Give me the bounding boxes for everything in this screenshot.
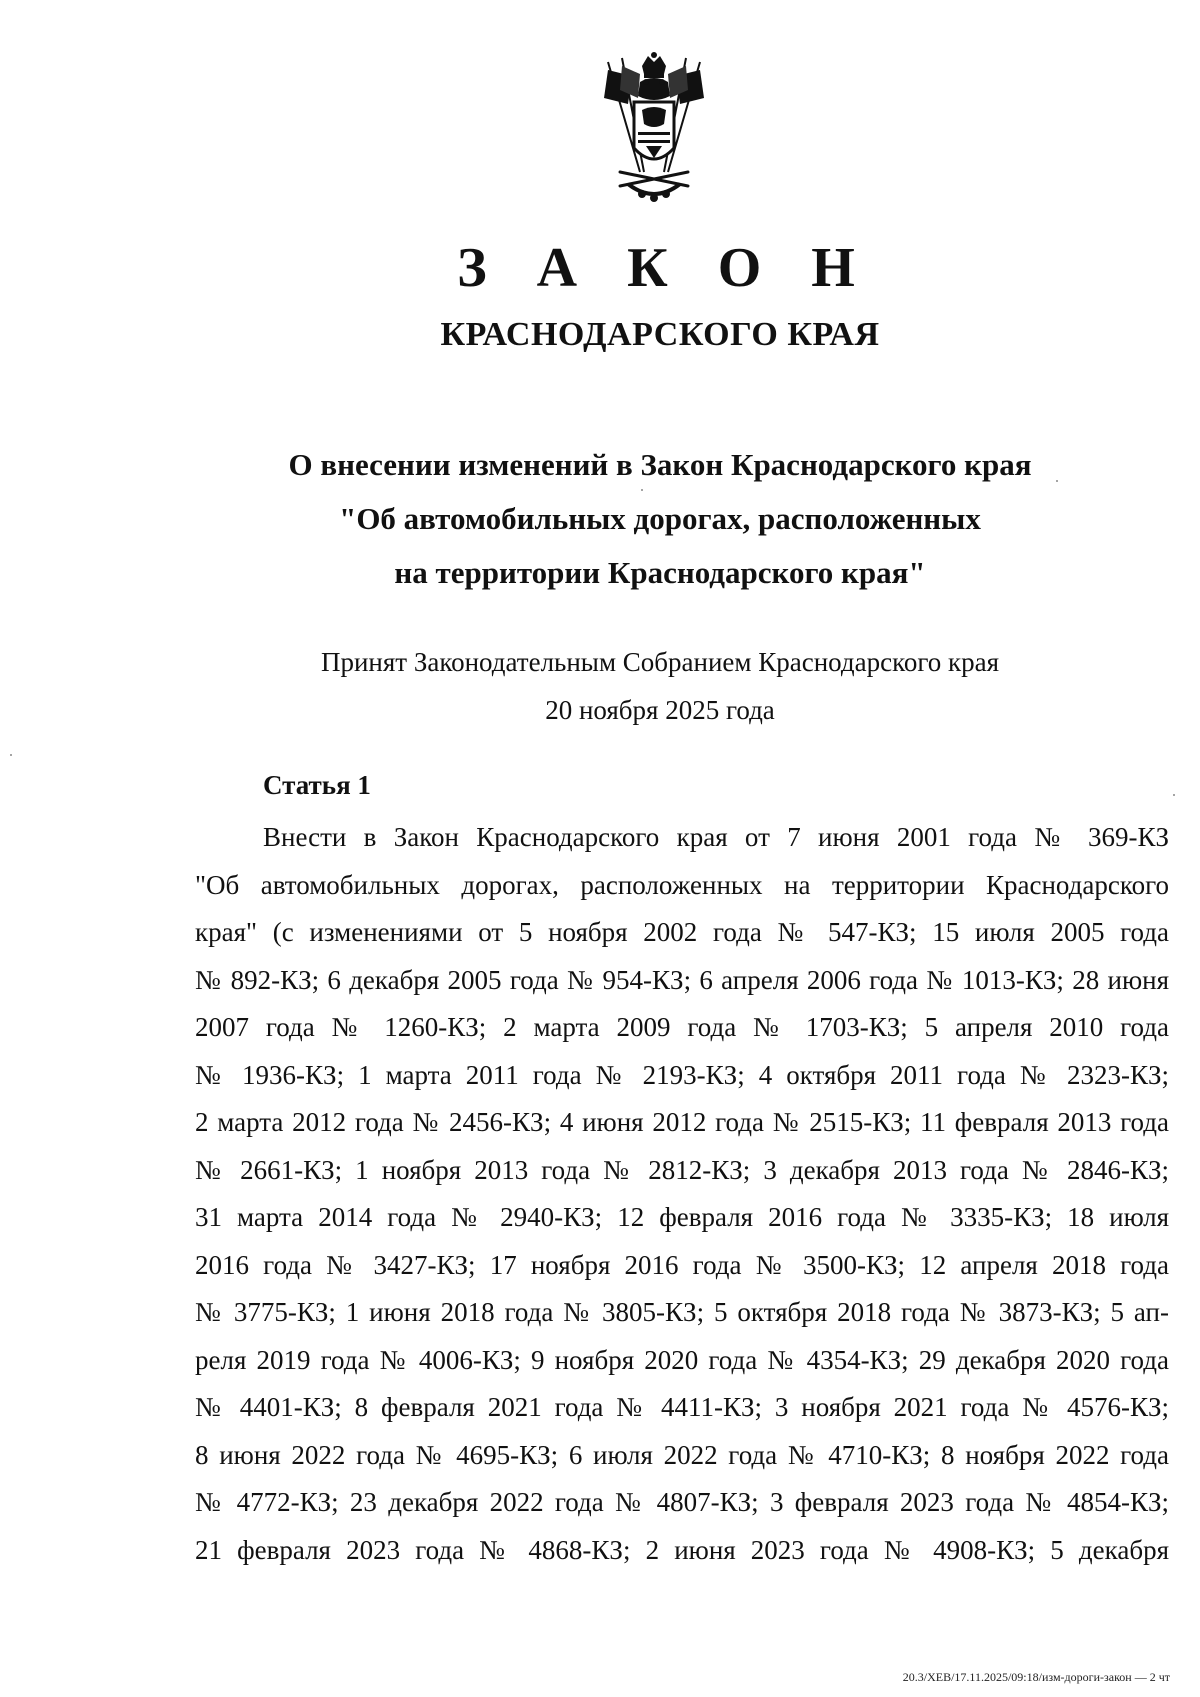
document-type-title: З А К О Н: [457, 237, 873, 299]
body-line: 2016 года № 3427-КЗ; 17 ноября 2016 года № 3500-КЗ; 12 апреля 2018 года: [195, 1249, 1169, 1280]
scan-speck: [1173, 794, 1175, 796]
body-line: № 892-КЗ; 6 декабря 2005 года № 954-КЗ; 6 апреля 2006 года № 1013-КЗ; 28 июня: [195, 964, 1169, 995]
adoption-note: [0, 638, 1200, 734]
body-line: 2007 года № 1260-КЗ; 2 марта 2009 года № 1703-КЗ; 5 апреля 2010 года: [195, 1012, 1169, 1042]
body-line: "Об автомобильных дорогах, расположенных на территории Краснодарского: [195, 869, 1169, 900]
coat-of-arms-icon: [598, 52, 710, 206]
body-line: реля 2019 года № 4006-КЗ; 9 ноября 2020 года № 4354-КЗ; 29 декабря 2020 года: [195, 1344, 1169, 1375]
body-line: края" (с изменениями от 5 ноября 2002 года № 547-КЗ; 15 июля 2005 года: [195, 917, 1169, 947]
body-line: 31 марта 2014 года № 2940-КЗ; 12 февраля 2016 года № 3335-КЗ; 18 июля: [195, 1202, 1169, 1232]
law-heading-line: "Об автомобильных дорогах, расположенных: [339, 501, 981, 536]
law-heading: [0, 438, 1200, 600]
adoption-body-line: Принят Законодательным Собранием Краснодарского края: [320, 647, 1000, 677]
body-line: № 3775-КЗ; 1 июня 2018 года № 3805-КЗ; 5 октября 2018 года № 3873-КЗ; 5 ап-: [195, 1297, 1169, 1327]
adoption-date-line: 20 ноября 2025 года: [545, 695, 775, 725]
article-title: Статья 1: [263, 770, 371, 800]
body-line: № 4401-КЗ; 8 февраля 2021 года № 4411-КЗ; 3 ноября 2021 года № 4576-КЗ;: [195, 1392, 1169, 1422]
law-heading-line: О внесении изменений в Закон Краснодарского края: [288, 447, 1032, 482]
coat-of-arms-emblem: [598, 52, 710, 206]
body-line: № 4772-КЗ; 23 декабря 2022 года № 4807-КЗ; 3 февраля 2023 года № 4854-КЗ;: [195, 1487, 1169, 1517]
scan-speck: [1056, 480, 1058, 482]
article-body: [195, 814, 1169, 1574]
scan-speck: [10, 754, 12, 756]
body-line: 21 февраля 2023 года № 4868-КЗ; 2 июня 2023 года № 4908-КЗ; 5 декабря: [195, 1534, 1169, 1565]
footer-stamp: 20.3/ХЕВ/17.11.2025/09:18/изм-дороги-закон — 2 чт: [902, 1670, 1170, 1684]
scan-speck: [641, 489, 643, 491]
issuing-region-subtitle: КРАСНОДАРСКОГО КРАЯ: [440, 316, 880, 353]
body-line: 2 марта 2012 года № 2456-КЗ; 4 июня 2012 года № 2515-КЗ; 11 февраля 2013 года: [195, 1107, 1169, 1137]
body-line: 8 июня 2022 года № 4695-КЗ; 6 июля 2022 года № 4710-КЗ; 8 ноября 2022 года: [195, 1439, 1169, 1470]
law-heading-line: на территории Краснодарского края": [394, 555, 926, 590]
body-line: № 2661-КЗ; 1 ноября 2013 года № 2812-КЗ; 3 декабря 2013 года № 2846-КЗ;: [195, 1154, 1169, 1185]
body-line: Внести в Закон Краснодарского края от 7 июня 2001 года № 369-КЗ: [263, 822, 1169, 852]
body-line: № 1936-КЗ; 1 марта 2011 года № 2193-КЗ; 4 октября 2011 года № 2323-КЗ;: [195, 1059, 1169, 1090]
